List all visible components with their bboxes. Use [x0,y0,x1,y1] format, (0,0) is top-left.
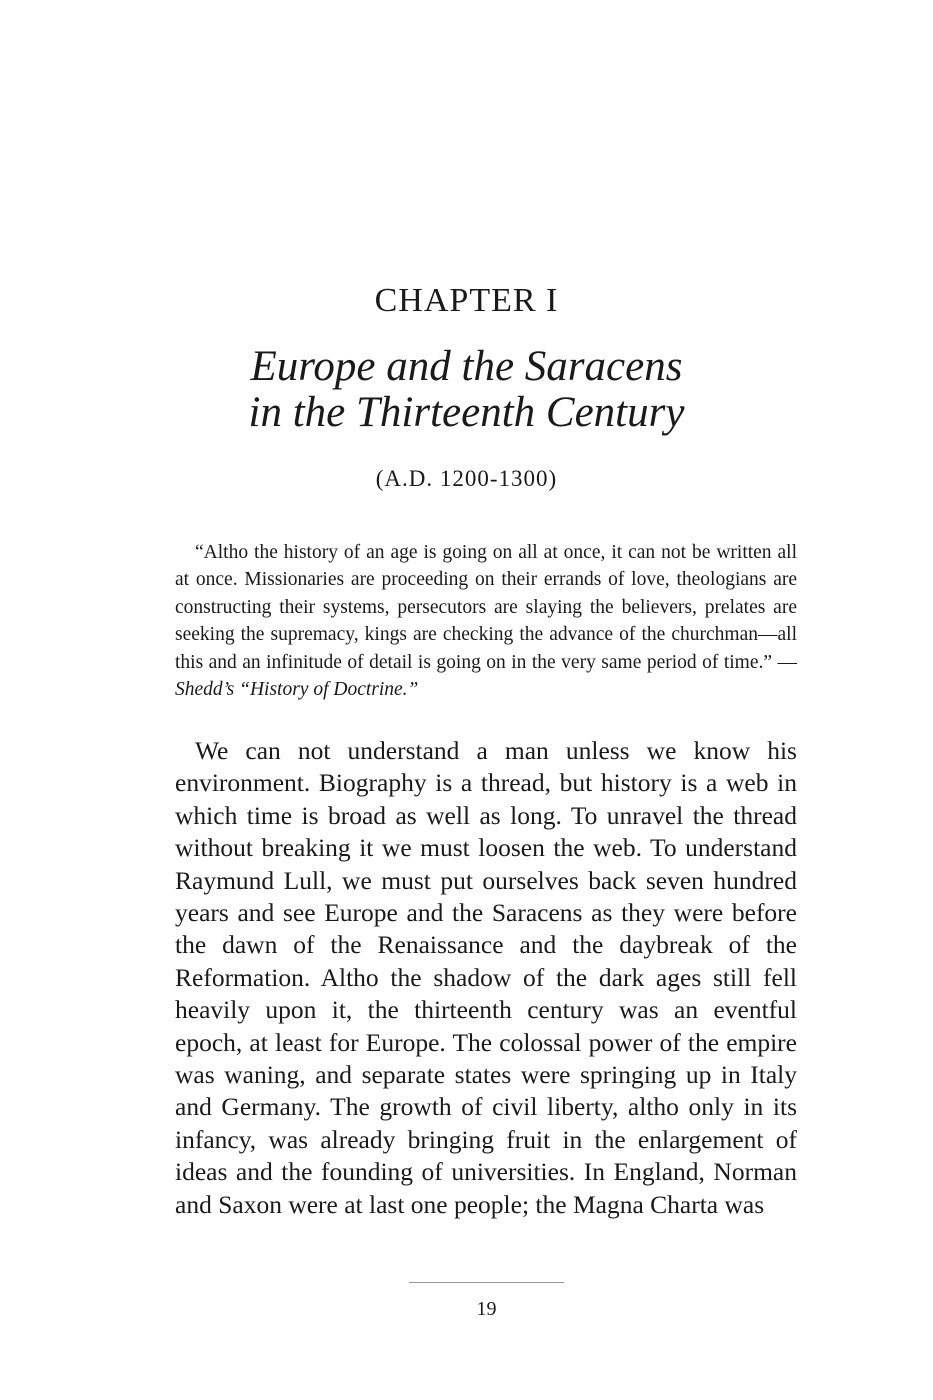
chapter-date-range: (A.D. 1200-1300) [375,466,558,491]
epigraph-source: Shedd’s “History of Doctrine.” [175,679,419,701]
chapter-title-line-2: in the Thirteenth Century [248,389,685,436]
epigraph-text: “Altho the history of an age is going on all at once, it can not be written all at once. Missionaries are proceeding on their errands of love, theologians are constructing their systems, persecutors are slaying the believers, prelates are seeking the supremacy, kings are checking the advance of the churchman—all this and an infinitude of detail is going on in the very same period of time.” — [175,542,797,673]
chapter-title [0,344,933,436]
footer-divider [409,1282,564,1283]
epigraph [175,539,797,703]
page-number: 19 [476,1298,497,1320]
chapter-title-line-1: Europe and the Saracens [250,343,683,390]
body-paragraph: We can not understand a man unless we know his environment. Biography is a thread, but history is a web in which time is broad as well as long. To unravel the thread without breaking it we must loosen the web. To understand Raymund Lull, we must put ourselves back seven hundred years and see Europe and the Saracens as they were before the dawn of the Renaissance and the daybreak of the Reformation. Altho the shadow of the dark ages still fell heavily upon it, the thirteenth century was an eventful epoch, at least for Europe. The colossal power of the empire was waning, and separate states were springing up in Italy and Germany. The growth of civil liberty, altho only in its infancy, was already bringing fruit in the enlargement of ideas and the founding of universities. In England, Norman and Saxon were at last one people; the Magna Charta was [175,736,797,1219]
chapter-label: CHAPTER I [374,282,559,319]
